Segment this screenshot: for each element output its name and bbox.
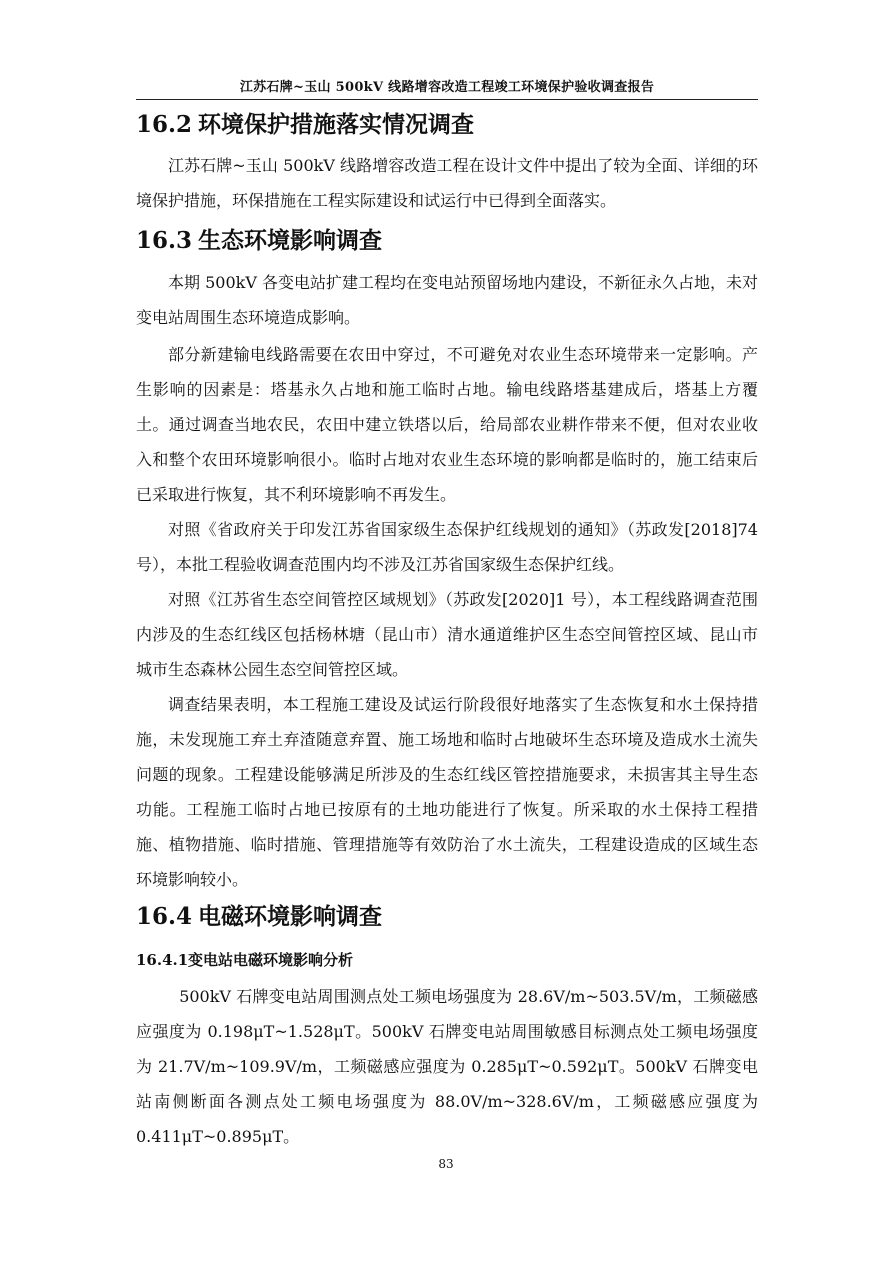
section-number: 16.2 xyxy=(136,111,193,138)
subsection-number: 16.4.1 xyxy=(136,951,189,969)
paragraph: 对照《江苏省生态空间管控区域规划》（苏政发[2020]1 号），本工程线路调查范围内涉及的生态红线区包括杨林塘（昆山市）清水通道维护区生态空间管控区域、昆山市城市生态森林公园生态空间管控区域。 xyxy=(136,590,758,679)
paragraph: 部分新建输电线路需要在农田中穿过，不可避免对农业生态环境带来一定影响。产生影响的因素是：塔基永久占地和施工临时占地。输电线路塔基建成后，塔基上方覆土。通过调查当地农民，农田中建立铁塔以后，给局部农业耕作带来不便，但对农业收入和整个农田环境影响很小。临时占地对农业生态环境的影响都是临时的，施工结束后已采取进行恢复，其不利环境影响不再发生。 xyxy=(136,345,758,504)
paragraph: 本期 500kV 各变电站扩建工程均在变电站预留场地内建设，不新征永久占地，未对变电站周围生态环境造成影响。 xyxy=(136,273,758,327)
section-title: 电磁环境影响调查 xyxy=(198,903,382,930)
paragraph: 调查结果表明，本工程施工建设及试运行阶段很好地落实了生态恢复和水土保持措施，未发现施工弃土弃渣随意弃置、施工场地和临时占地破坏生态环境及造成水土流失问题的现象。工程建设能够满足所涉及的生态红线区管控措施要求，未损害其主导生态功能。工程施工临时占地已按原有的土地功能进行了恢复。所采取的水土保持工程措施、植物措施、临时措施、管理措施等有效防治了水土流失，工程建设造成的区域生态环境影响较小。 xyxy=(136,695,758,889)
section-heading-16-3 xyxy=(136,226,758,256)
header-divider xyxy=(136,99,758,100)
section-heading-16-2 xyxy=(136,110,758,140)
section-title: 生态环境影响调查 xyxy=(198,227,382,254)
section-number: 16.3 xyxy=(136,227,193,254)
section-number: 16.4 xyxy=(136,903,193,930)
paragraph: 对照《省政府关于印发江苏省国家级生态保护红线规划的通知》（苏政发[2018]74 号），本批工程验收调查范围内均不涉及江苏省国家级生态保护红线。 xyxy=(136,520,758,574)
subsection-title: 变电站电磁环境影响分析 xyxy=(188,951,354,969)
section-heading-16-4 xyxy=(136,902,758,932)
paragraph: 500kV 石牌变电站周围测点处工频电场强度为 28.6V/m~503.5V/m，工频磁感应强度为 0.198μT~1.528μT。500kV 石牌变电站周围敏感目标测点处工频电场强度为 21.7V/m~109.9V/m，工频磁感应强度为 0.285μT~0.592μT。500kV 石牌变电站南侧断面各测点处工频电场强度为 88.0V/m~328.6V/m，工频磁感应强度为 0.411μT~0.895μT。 xyxy=(136,987,758,1146)
page-number: 83 xyxy=(438,1157,454,1171)
subsection-heading-16-4-1 xyxy=(136,949,758,971)
paragraph: 江苏石牌~玉山 500kV 线路增容改造工程在设计文件中提出了较为全面、详细的环境保护措施，环保措施在工程实际建设和试运行中已得到全面落实。 xyxy=(136,156,758,210)
running-header: 江苏石牌~玉山 500kV 线路增容改造工程竣工环境保护验收调查报告 xyxy=(239,80,655,95)
section-title: 环境保护措施落实情况调查 xyxy=(198,111,474,138)
